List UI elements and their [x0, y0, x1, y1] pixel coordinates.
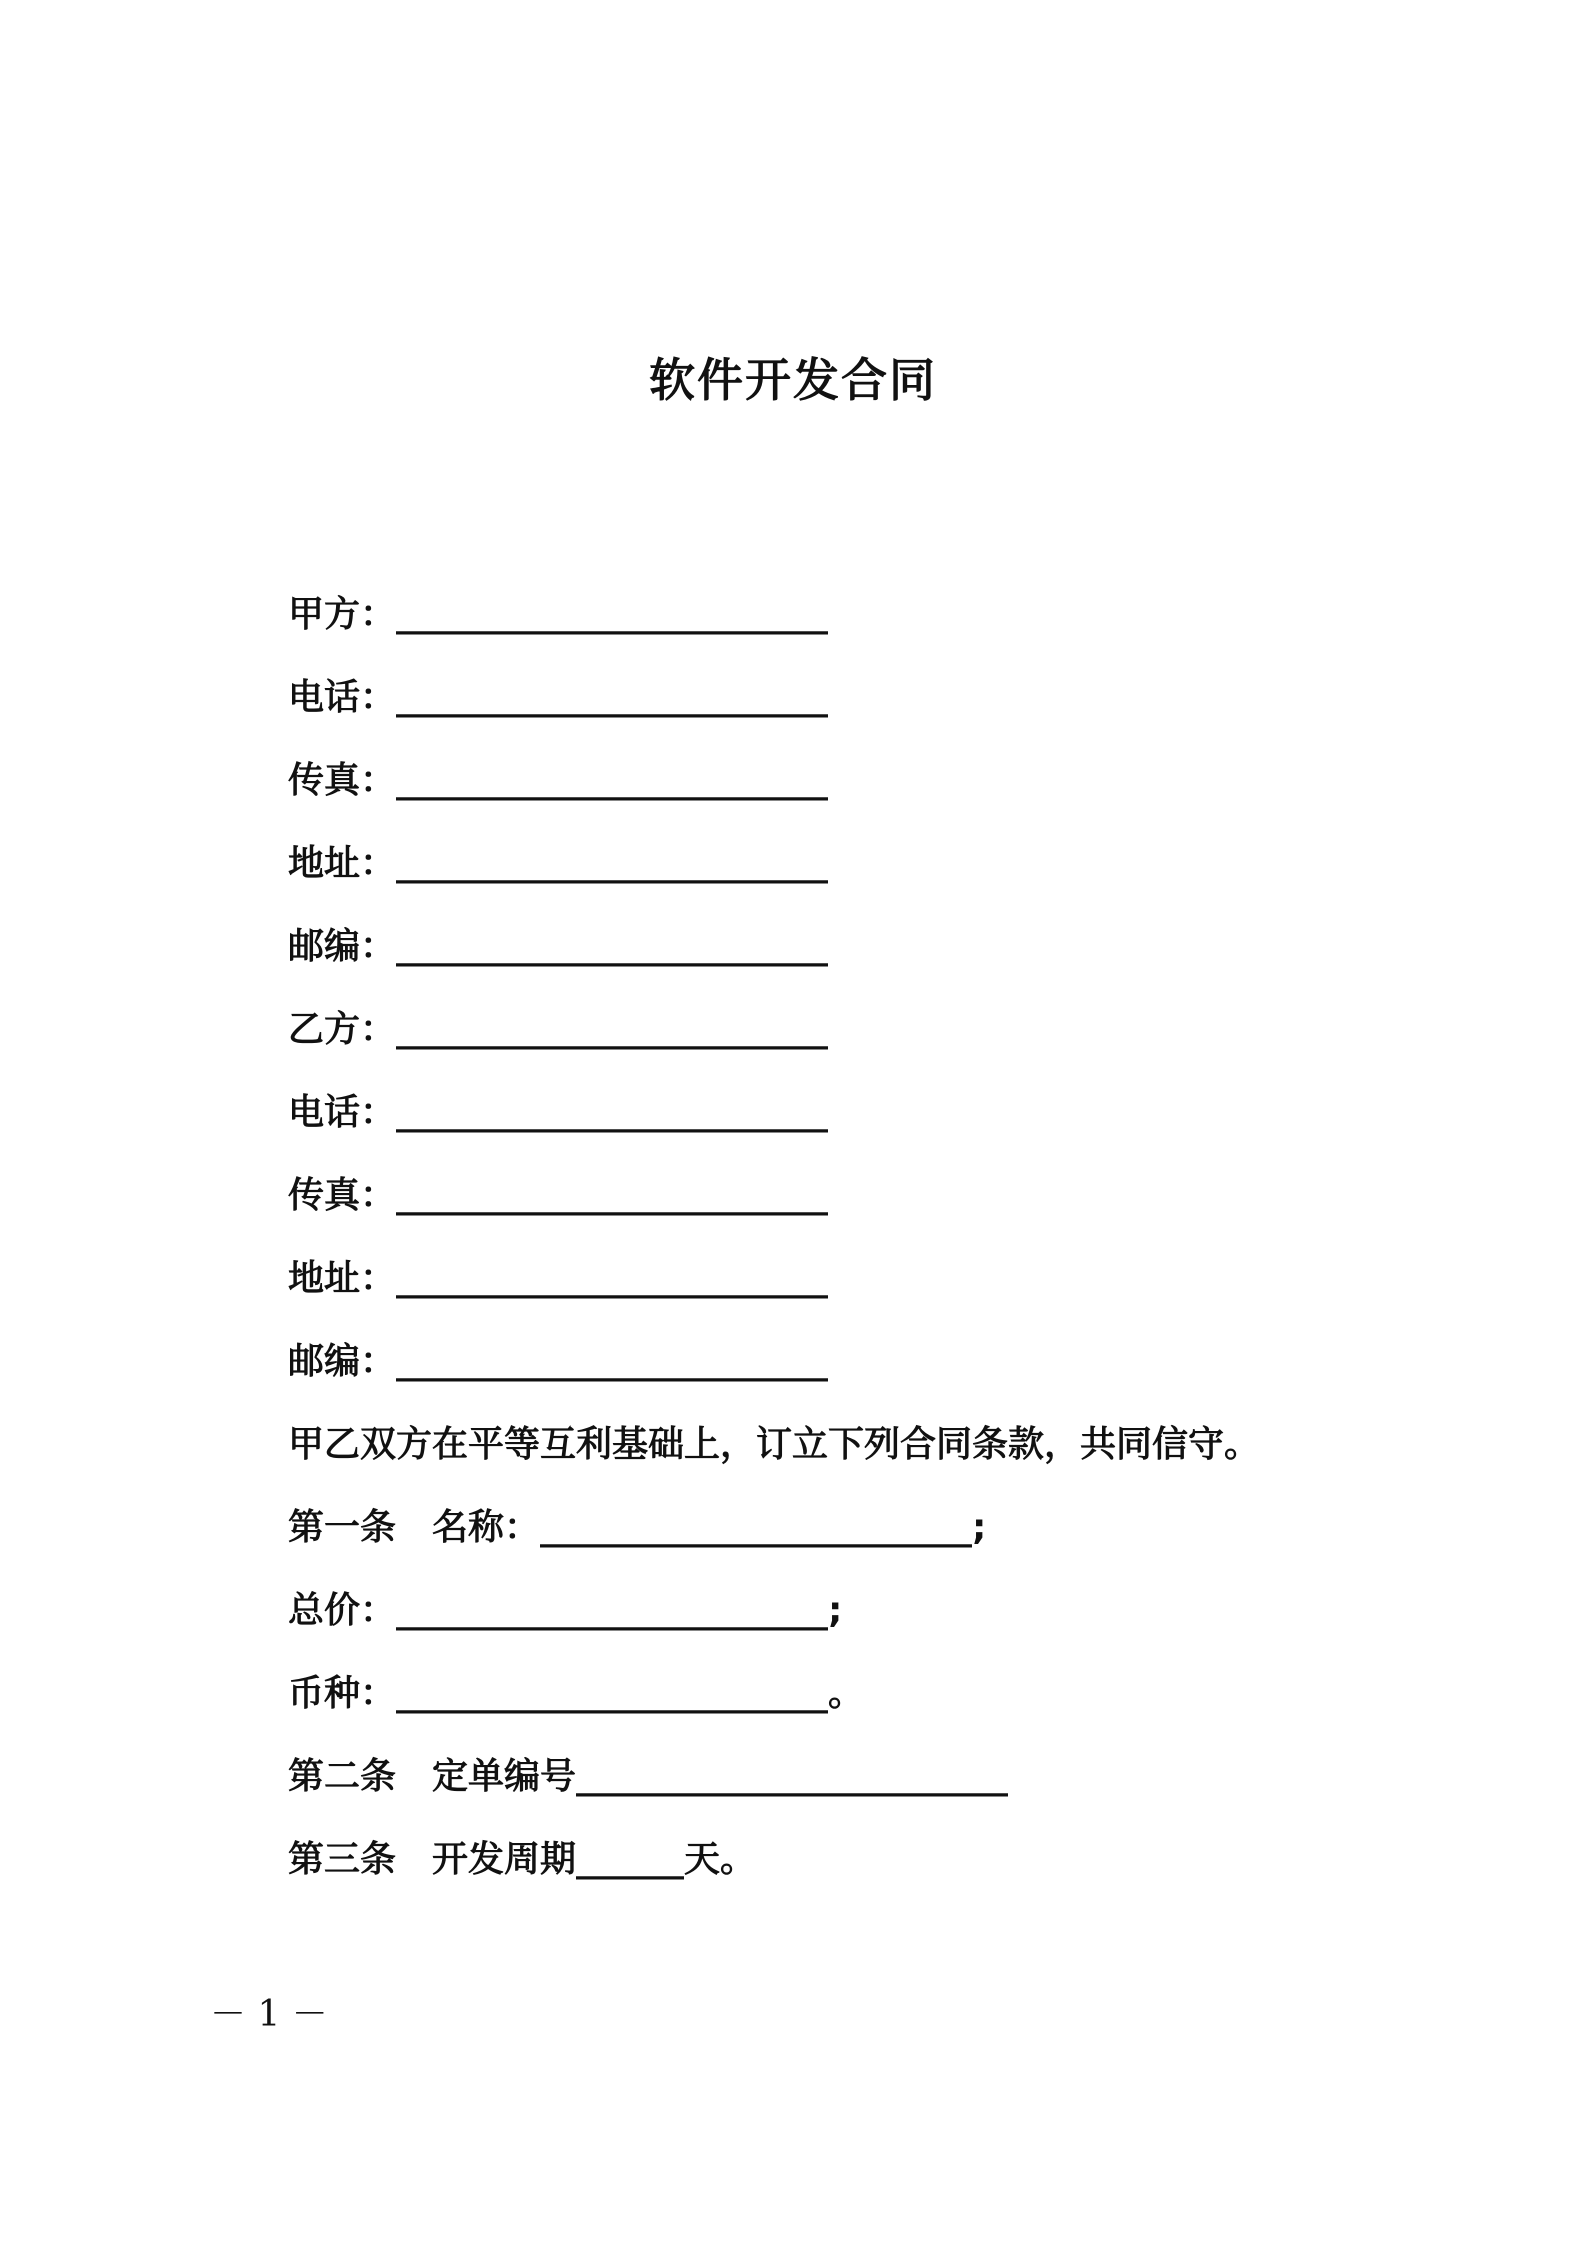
party-b-phone-line: 电话：________________________: [288, 1092, 829, 1133]
party-a-phone-line: 电话：________________________: [288, 677, 829, 718]
total-price-line: 总价：________________________;: [288, 1590, 843, 1631]
party-a-postcode-line: 邮编：________________________: [288, 926, 829, 967]
party-b-line: 乙方：________________________: [288, 1009, 829, 1050]
party-a-fax-line: 传真：________________________: [288, 760, 829, 801]
party-a-address-line: 地址：________________________: [288, 843, 829, 884]
party-b-postcode-line: 邮编：________________________: [288, 1341, 829, 1382]
article-3-period-line: 第三条 开发周期______天。: [288, 1839, 757, 1880]
party-b-fax-line: 传真：________________________: [288, 1175, 829, 1216]
document-title: 软件开发合同: [649, 353, 937, 407]
party-b-address-line: 地址：________________________: [288, 1258, 829, 1299]
currency-line: 币种：________________________。: [288, 1673, 865, 1714]
article-1-name-line: 第一条 名称：________________________;: [288, 1507, 987, 1548]
party-a-line: 甲方：________________________: [288, 594, 829, 635]
page-number: － 1 －: [210, 1994, 328, 2035]
agreement-statement: 甲乙双方在平等互利基础上，订立下列合同条款，共同信守。: [288, 1424, 1261, 1465]
article-2-order-line: 第二条 定单编号________________________: [288, 1756, 1009, 1797]
